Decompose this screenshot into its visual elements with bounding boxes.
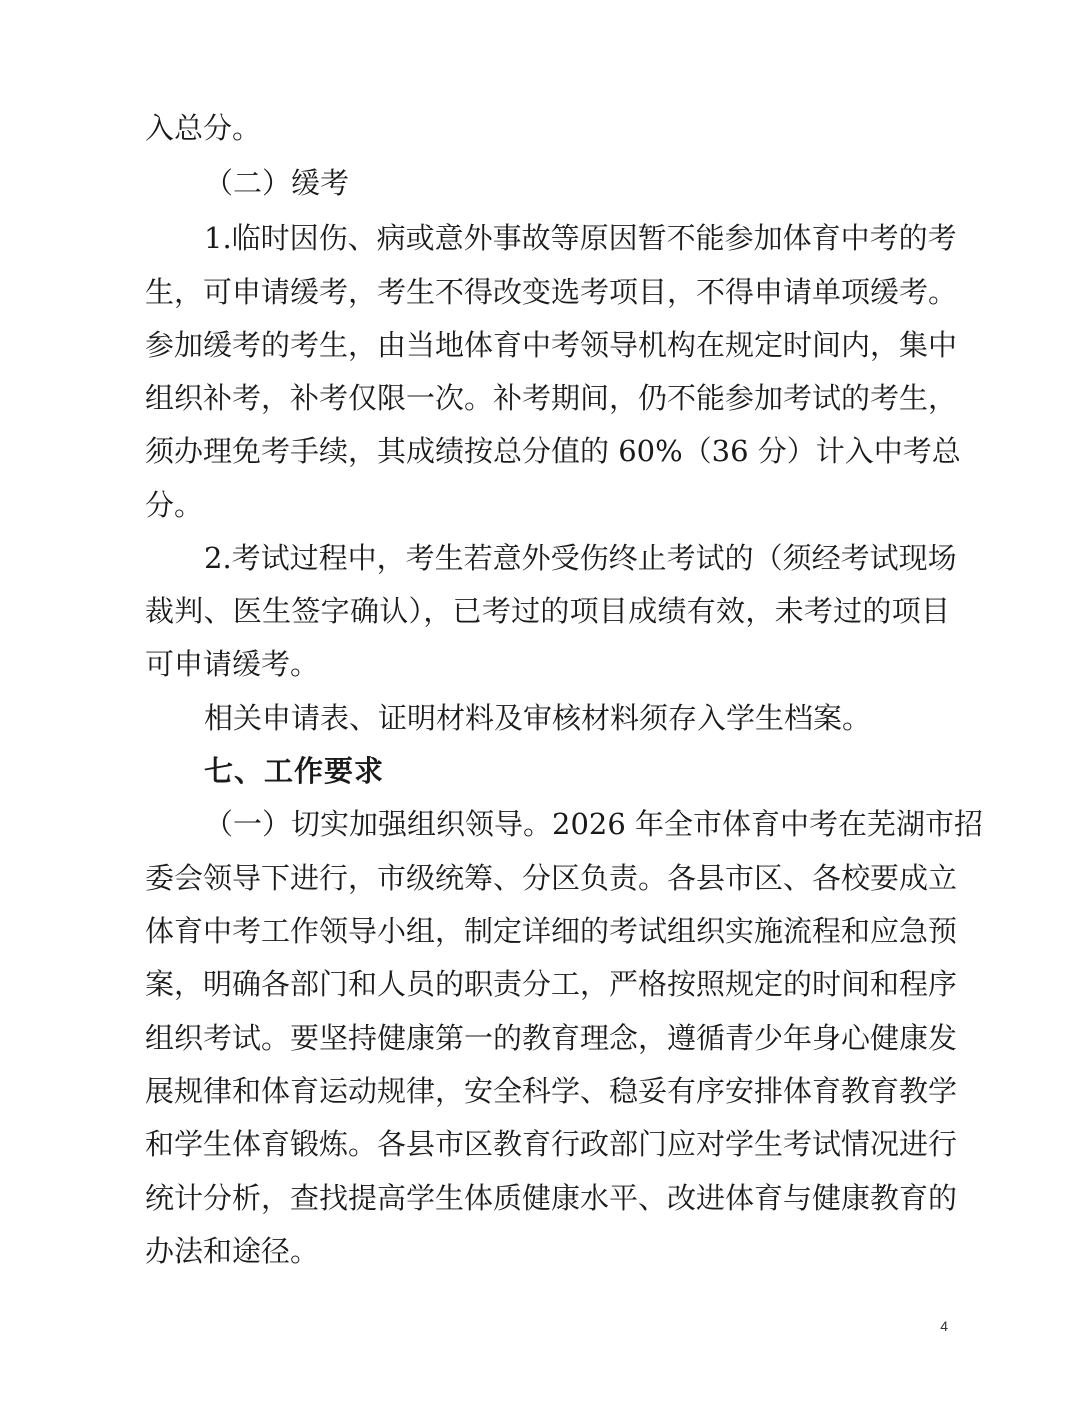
subheading: （二）缓考 <box>204 166 350 200</box>
text-line: 办法和途径。 <box>145 1234 320 1268</box>
inline-heading: （一）切实加强组织领导。 <box>204 807 553 841</box>
text-line-with-heading <box>204 797 984 851</box>
section-title: 七、工作要求 <box>204 754 385 788</box>
text-line: 须办理免考手续，其成绩按总分值的 60%（36 分）计入中考总 <box>145 434 961 468</box>
text-line: 组织考试。要坚持健康第一的教育理念，遵循青少年身心健康发 <box>145 1021 958 1055</box>
text-line: 裁判、医生签字确认），已考过的项目成绩有效，未考过的项目 <box>145 594 950 628</box>
text-line: 统计分析，查找提高学生体质健康水平、改进体育与健康教育的 <box>145 1181 958 1215</box>
text-line: 2.考试过程中，考生若意外受伤终止考试的（须经考试现场 <box>204 541 957 575</box>
text-line: 组织补考，补考仅限一次。补考期间，仍不能参加考试的考生， <box>145 381 958 415</box>
text-line: 和学生体育锻炼。各县市区教育行政部门应对学生考试情况进行 <box>145 1127 958 1161</box>
text-line: 案，明确各部门和人员的职责分工，严格按照规定的时间和程序 <box>145 967 958 1001</box>
text-line: 分。 <box>145 488 204 522</box>
page-number: 4 <box>940 1318 948 1334</box>
text-line: 参加缓考的考生，由当地体育中考领导机构在规定时间内，集中 <box>145 328 958 362</box>
text-line: 委会领导下进行，市级统筹、分区负责。各县市区、各校要成立 <box>145 861 958 895</box>
text-line: 展规律和体育运动规律，安全科学、稳妥有序安排体育教育教学 <box>145 1074 958 1108</box>
text-line: 可申请缓考。 <box>145 647 320 681</box>
text-line: 生，可申请缓考，考生不得改变选考项目，不得申请单项缓考。 <box>145 275 958 309</box>
text-line: 1.临时因伤、病或意外事故等原因暂不能参加体育中考的考 <box>204 221 957 255</box>
text-line: 2026 年全市体育中考在芜湖市招 <box>552 807 984 841</box>
text-line: 入总分。 <box>145 111 262 145</box>
text-line: 体育中考工作领导小组，制定详细的考试组织实施流程和应急预 <box>145 914 958 948</box>
text-line: 相关申请表、证明材料及审核材料须存入学生档案。 <box>204 701 872 735</box>
